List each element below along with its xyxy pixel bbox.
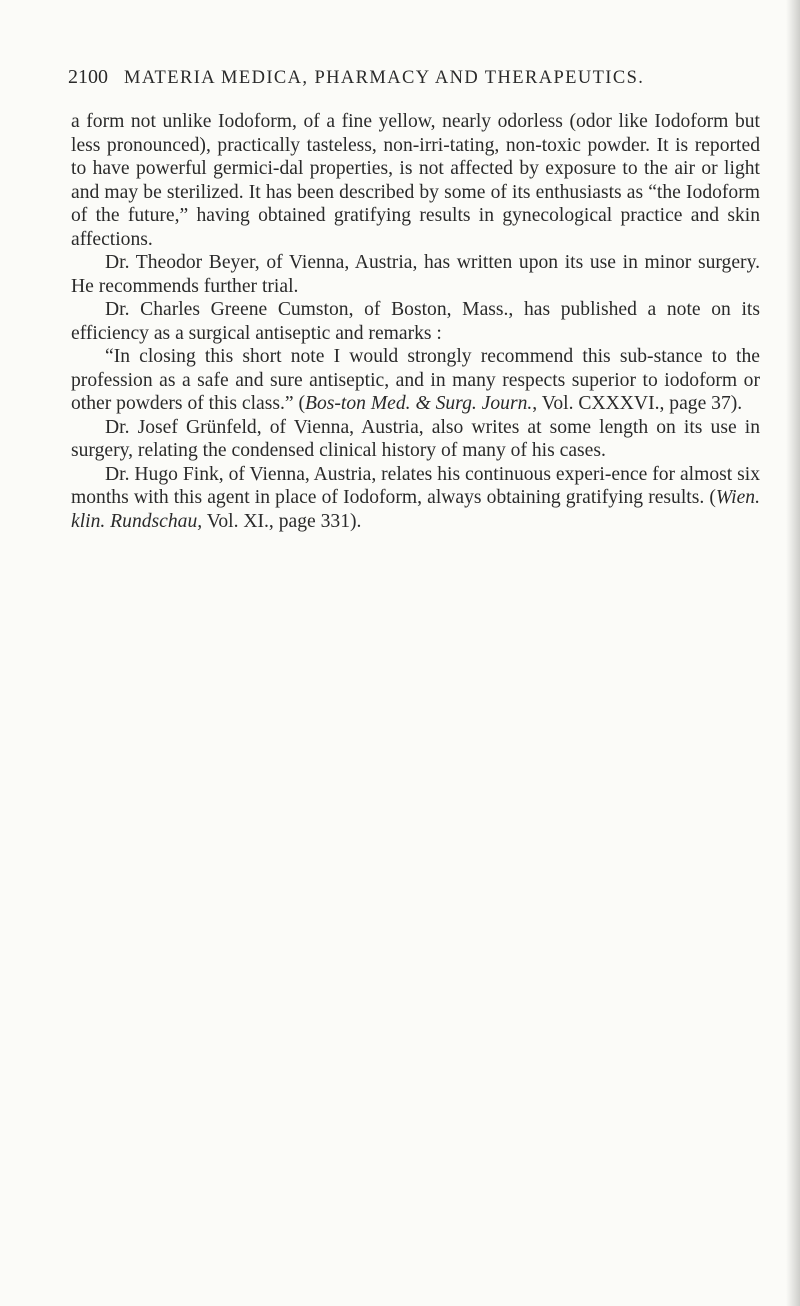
citation-volume: Vol. XI., page 331). [202,510,362,532]
paragraph-cumston-quote [71,345,760,416]
fink-text: Dr. Hugo Fink, of Vienna, Austria, relates his continuous experi-ence for almost six months with this agent in place of Iodoform, always obtaining gratifying results. ( [71,463,760,508]
paragraph-fink [71,463,760,534]
quote-text: “In closing this short note I would strongly recommend this sub-stance to the profession as a safe and sure antiseptic, and in many respects superior to iodoform or other powders of this class.” ( [71,346,760,414]
page-header [68,66,758,96]
body-text [71,110,760,533]
page-edge-shadow [786,0,800,1306]
citation-volume: , Vol. CXXXVI., page 37). [532,393,743,414]
paragraph-grunfeld: Dr. Josef Grünfeld, of Vienna, Austria, also writes at some length on its use in surgery, relating the condensed clinical history of many of his cases. [71,416,760,461]
paragraph-beyer: Dr. Theodor Beyer, of Vienna, Austria, has written upon its use in minor surgery. He recommends further trial. [71,252,760,297]
paragraph-cumston: Dr. Charles Greene Cumston, of Boston, Mass., has published a note on its efficiency as a surgical antiseptic and remarks : [71,299,760,344]
journal-citation: Bos-ton Med. & Surg. Journ. [304,393,533,414]
paragraph-iodoform-description: a form not unlike Iodoform, of a fine yellow, nearly odorless (odor like Iodoform but less pronounced), practically tasteless, non-irri-tating, non-toxic powder. It is reported to have powerful germici-dal properties, is not affected by exposure to the air or light and may be sterilized. It has been described by some of its enthusiasts as “the Iodoform of the future,” having obtained gratifying results in gynecological practice and skin affections. [71,111,760,250]
page-number: 2100 [68,66,108,88]
running-title: MATERIA MEDICA, PHARMACY AND THERAPEUTICS. [124,68,645,88]
journal-citation: Wien. klin. Rundschau, [71,487,760,532]
